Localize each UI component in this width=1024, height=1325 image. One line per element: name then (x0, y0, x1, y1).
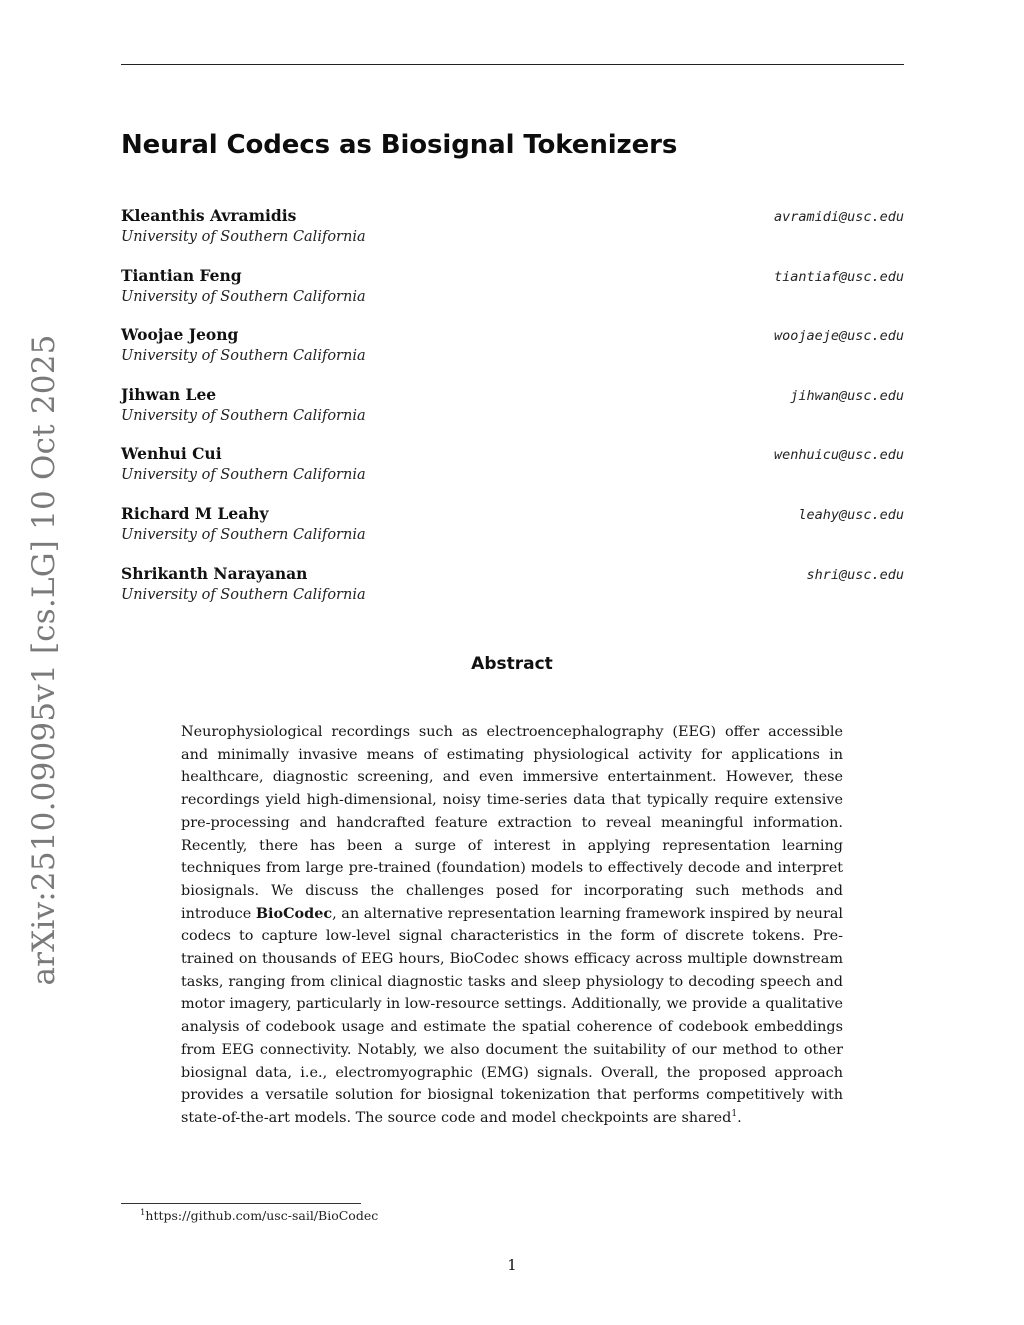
author-block (121, 385, 904, 445)
biocodec-term: BioCodec (255, 904, 333, 922)
author-email[interactable]: jihwan@usc.edu (790, 387, 904, 404)
abstract-text-end: . (737, 1109, 742, 1126)
header-rule (121, 64, 904, 65)
author-name: Jihwan Lee (121, 384, 217, 404)
page-number: 1 (507, 1256, 517, 1274)
author-affiliation: University of Southern California (121, 288, 366, 305)
arxiv-identifier[interactable]: arXiv:2510.09095v1 [cs.LG] 10 Oct 2025 (26, 334, 62, 986)
author-block (121, 564, 904, 624)
author-affiliation: University of Southern California (121, 467, 366, 484)
author-block (121, 325, 904, 385)
footnote-marker[interactable]: 1 (731, 1109, 738, 1120)
footnote-number: 1 (140, 1208, 146, 1218)
author-email[interactable]: tiantiaf@usc.edu (773, 268, 904, 285)
author-block (121, 206, 904, 266)
author-name: Woojae Jeong (121, 325, 239, 345)
author-name: Kleanthis Avramidis (121, 206, 297, 225)
author-email[interactable]: woojaeje@usc.edu (773, 328, 904, 345)
author-name: Tiantian Feng (121, 265, 242, 285)
author-affiliation: University of Southern California (121, 407, 366, 424)
author-affiliation: University of Southern California (121, 586, 366, 603)
author-block (121, 266, 904, 326)
abstract-body (181, 721, 843, 1130)
author-email[interactable]: avramidi@usc.edu (773, 209, 904, 225)
author-block (121, 444, 904, 504)
author-name: Wenhui Cui (121, 444, 222, 464)
author-name: Richard M Leahy (121, 503, 269, 523)
author-affiliation: University of Southern California (121, 526, 366, 543)
author-block (121, 504, 904, 564)
author-affiliation: University of Southern California (121, 348, 366, 365)
author-name: Shrikanth Narayanan (121, 563, 308, 583)
footnote-link[interactable]: https://github.com/usc-sail/BioCodec (145, 1208, 379, 1224)
abstract-text: Neurophysiological recordings such as electroencephalography (EEG) offer accessible and minimally invasive means of estimating physiological activity for applications in healthcare, diagnostic screening, and even immersive entertainment. However, these recordings yield high-dimensional, noisy time-series data that typically require extensive pre-processing and handcrafted feature extraction to reveal meaningful information. Recently, there has been a surge of interest in applying representation learning techniques from large pre-trained (foundation) models to effectively decode and interpret biosignals. We discuss the challenges posed for incorporating such methods and introduce (181, 724, 843, 922)
author-email[interactable]: shri@usc.edu (806, 566, 904, 583)
footnote (140, 1208, 378, 1223)
author-email[interactable]: leahy@usc.edu (798, 506, 904, 523)
abstract-text: , an alternative representation learning framework inspired by neural codecs to capture low-level signal characteristics in the form of discrete tokens. Pre-trained on thousands of EEG hours, BioCodec shows efficacy across multiple downstream tasks, ranging from clinical diagnostic tasks and sleep physiology to decoding speech and motor imagery, particularly in low-resource settings. Additionally, we provide a qualitative analysis of codebook usage and estimate the spatial coherence of codebook embeddings from EEG connectivity. Notably, we also document the suitability of our method to other biosignal data, i.e., electromyographic (EMG) signals. Overall, the proposed approach provides a versatile solution for biosignal tokenization that performs competitively with state-of-the-art models. The source code and model checkpoints are shared (181, 905, 844, 1126)
abstract-heading: Abstract (471, 654, 553, 674)
footnote-rule (121, 1203, 361, 1204)
paper-title: Neural Codecs as Biosignal Tokenizers (121, 130, 678, 160)
author-affiliation: University of Southern California (121, 229, 366, 245)
author-list (121, 206, 904, 623)
author-email[interactable]: wenhuicu@usc.edu (773, 447, 904, 464)
